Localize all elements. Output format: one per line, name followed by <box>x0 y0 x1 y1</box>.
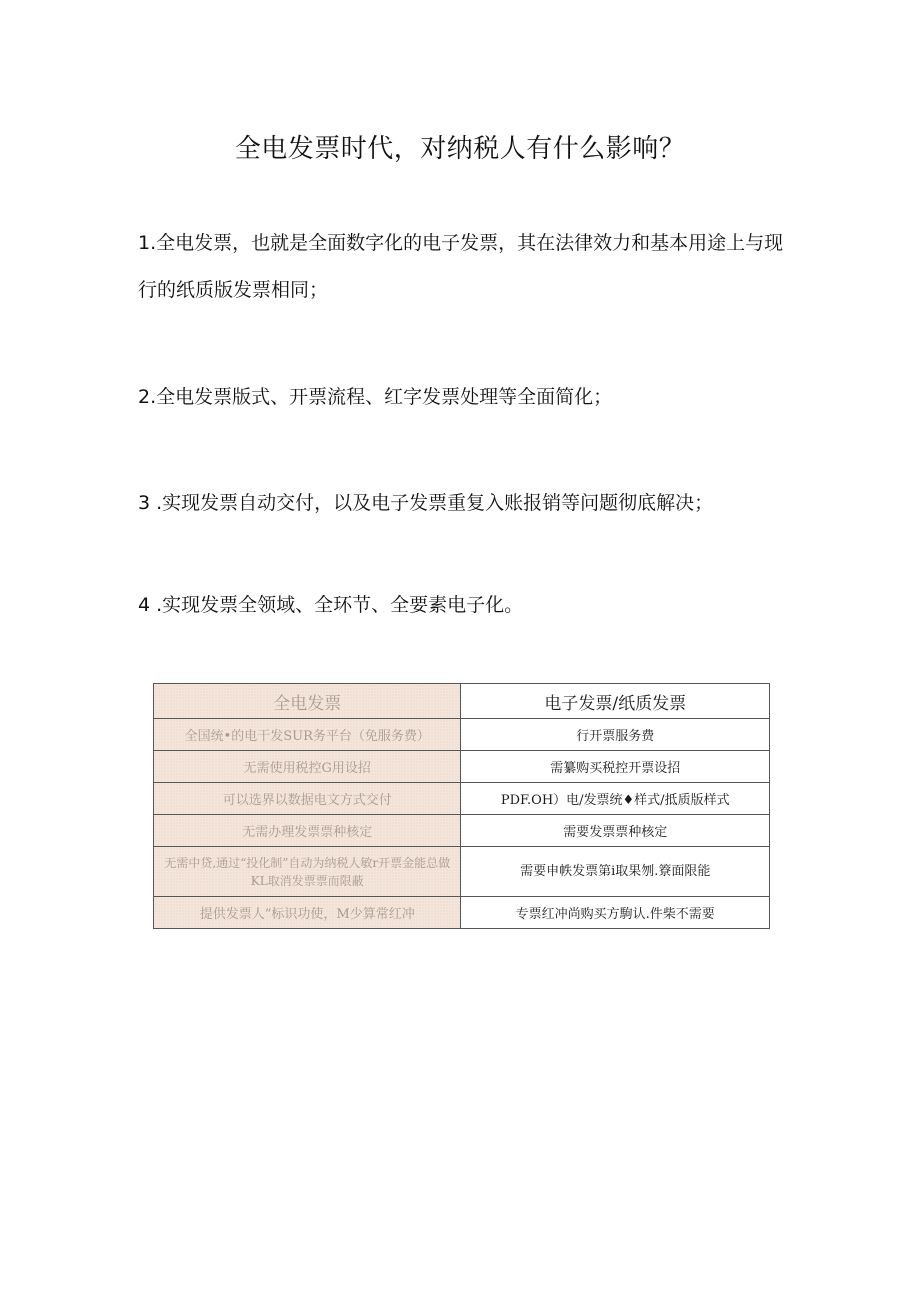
header-all-electric-invoice: 全电发票 <box>154 684 461 719</box>
paragraph-3: 3 .实现发票自动交付，以及电子发票重复入账报销等问题彻底解决； <box>138 492 714 514</box>
comparison-table <box>153 683 770 929</box>
table-cell-left: 无需中贷,通过“投化制”自动为纳税人敏r开票金能总做KL取消发票票而限蔽 <box>154 847 461 897</box>
table-header-row <box>154 684 770 719</box>
table-cell-left: 提供发票人“标识功使，M少算常红冲 <box>154 897 461 929</box>
table-cell-right: 行开票服务费 <box>461 719 770 751</box>
table-cell-right: PDF.OH）电/发票统♦样式/抵质版样式 <box>461 783 770 815</box>
table-cell-left: 无需办理发票票种核定 <box>154 815 461 847</box>
table-cell-left: 可以选界以数据电文方式交付 <box>154 783 461 815</box>
table-cell-right: 需要发票票种核定 <box>461 815 770 847</box>
table-row <box>154 719 770 751</box>
table-cell-left: 无需使用税控G用设招 <box>154 751 461 783</box>
table-cell-right: 专票红冲尚购买方駒认.件柴不需要 <box>461 897 770 929</box>
table-cell-right: 需纂购买税控开票设招 <box>461 751 770 783</box>
page-title: 全电发票时代，对纳税人有什么影响？ <box>234 134 686 164</box>
table-row <box>154 847 770 897</box>
table-row <box>154 815 770 847</box>
table-row <box>154 783 770 815</box>
paragraph-1: 1.全电发票，也就是全面数字化的电子发票，其在法律效力和基本用途上与现行的纸质版发票相同； <box>138 232 784 301</box>
table-cell-left: 全国统•的电干发SUR务平台（免服务费） <box>154 719 461 751</box>
header-electronic-paper-invoice: 电子发票/纸质发票 <box>461 684 770 719</box>
table-cell-right: 需要申帙发票第i取果刎.簝面限能 <box>461 847 770 897</box>
paragraph-2: 2.全电发票版式、开票流程、红字发票处理等全面简化； <box>138 386 613 408</box>
table-row <box>154 751 770 783</box>
table-row <box>154 897 770 929</box>
paragraph-4: 4 .实现发票全领域、全环节、全要素电子化。 <box>138 594 524 616</box>
